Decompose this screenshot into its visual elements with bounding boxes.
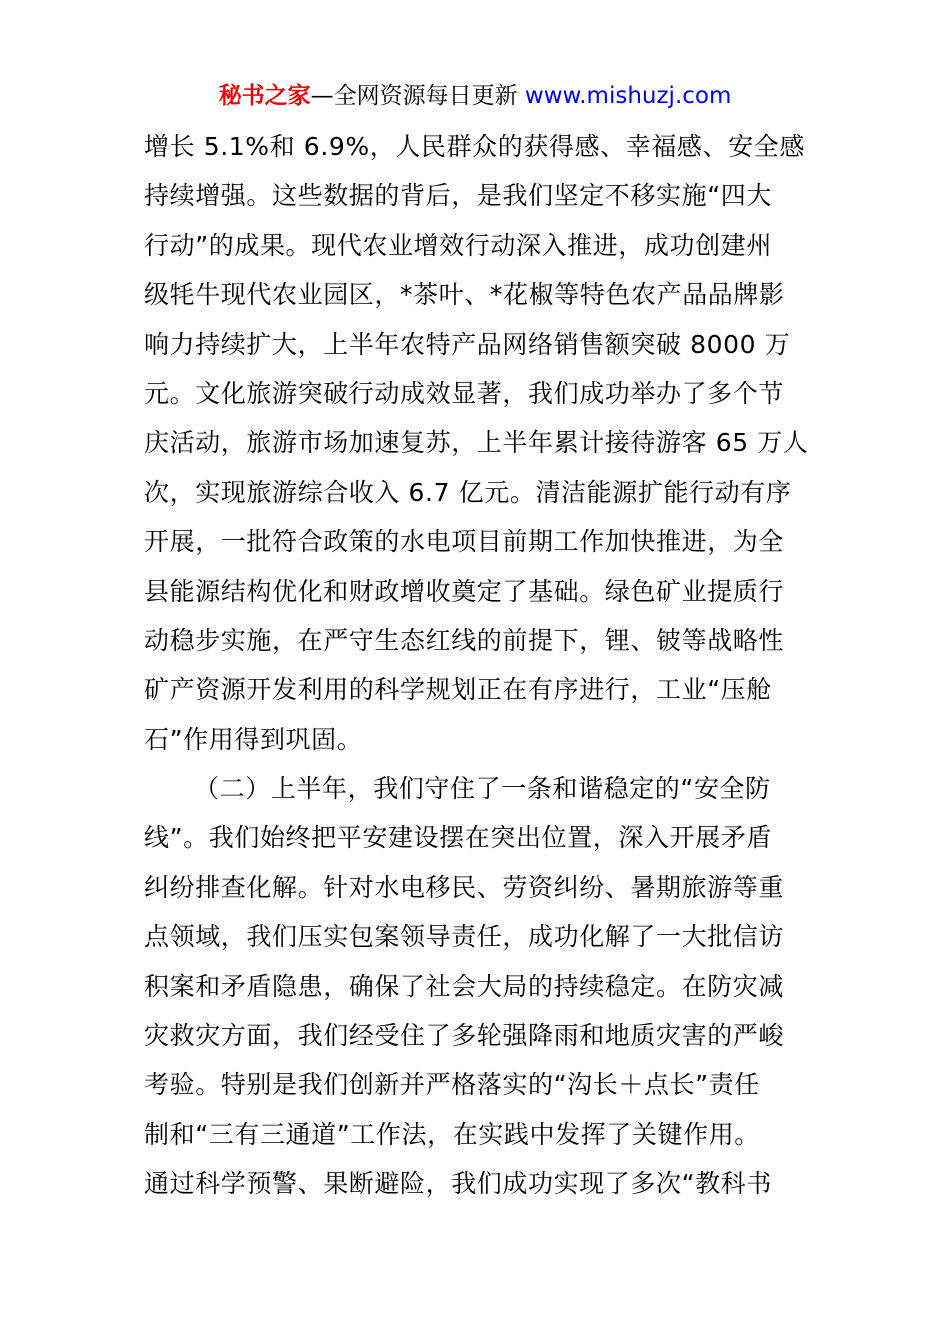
header-url-link[interactable]: www.mishuzj.com: [524, 83, 732, 109]
text-line: 灾救灾方面，我们经受住了多轮强降雨和地质灾害的严峻: [144, 1021, 785, 1051]
brand-name: 秘书之家: [218, 83, 311, 109]
text-line: 级牦牛现代农业园区，*茶叶、*花椒等特色农产品品牌影: [144, 280, 785, 310]
text-line: 庆活动，旅游市场加速复苏，上半年累计接待游客 65 万人: [144, 428, 809, 458]
text-line: 次，实现旅游综合收入 6.7 亿元。清洁能源扩能行动有序: [144, 477, 792, 507]
text-line: 增长 5.1%和 6.9%，人民群众的获得感、幸福感、安全感: [144, 132, 805, 161]
text-line: （二）上半年，我们守住了一条和谐稳定的“安全防: [194, 774, 771, 804]
paragraph-2: [144, 764, 809, 1209]
page-header: [0, 80, 950, 112]
header-tagline: —全网资源每日更新: [310, 83, 525, 109]
text-line: 纠纷排查化解。针对水电移民、劳资纠纷、暑期旅游等重: [144, 872, 785, 902]
text-line: 县能源结构优化和财政增收奠定了基础。绿色矿业提质行: [144, 576, 785, 606]
document-body: [144, 122, 809, 1209]
text-line: 制和“三有三通道”工作法，在实践中发挥了关键作用。: [144, 1119, 760, 1149]
text-line: 积案和矛盾隐患，确保了社会大局的持续稳定。在防灾减: [144, 971, 785, 1001]
text-line: 响力持续扩大，上半年农特产品网络销售额突破 8000 万: [144, 329, 791, 359]
text-line: 线”。我们始终把平安建设摆在突出位置，深入开展矛盾: [144, 823, 772, 853]
text-line: 元。文化旅游突破行动成效显著，我们成功举办了多个节: [144, 378, 785, 408]
text-line: 行动”的成果。现代农业增效行动深入推进，成功创建州: [144, 230, 772, 260]
text-line: 通过科学预警、果断避险，我们成功实现了多次“教科书: [144, 1169, 772, 1199]
text-line: 考验。特别是我们创新并严格落实的“沟长＋点长”责任: [144, 1070, 760, 1100]
text-line: 石”作用得到巩固。: [144, 724, 363, 754]
text-line: 矿产资源开发利用的科学规划正在有序进行，工业“压舱: [144, 675, 772, 705]
text-line: 开展，一批符合政策的水电项目前期工作加快推进，为全: [144, 527, 785, 557]
paragraph-1: [144, 122, 809, 764]
text-line: 持续增强。这些数据的背后，是我们坚定不移实施“四大: [144, 181, 772, 211]
text-line: 点领域，我们压实包案领导责任，成功化解了一大批信访: [144, 922, 785, 952]
text-line: 动稳步实施，在严守生态红线的前提下，锂、铍等战略性: [144, 625, 785, 655]
